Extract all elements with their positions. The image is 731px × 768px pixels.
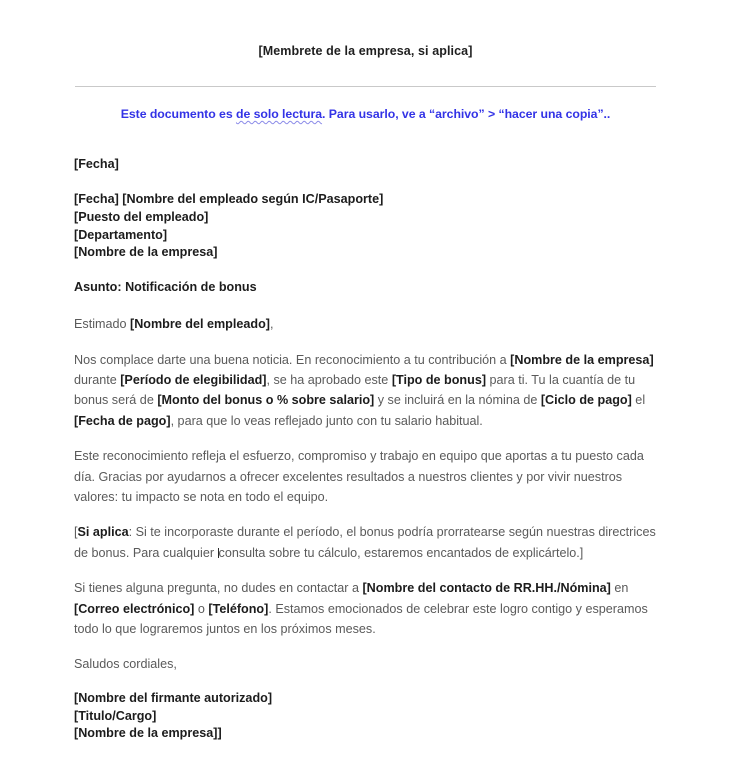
p4-segment-1: Si tienes alguna pregunta, no dudes en contactar a	[74, 581, 363, 596]
document-date: [Fecha]	[74, 156, 119, 171]
addressee-line-4: [Nombre de la empresa]	[74, 245, 218, 260]
salutation	[74, 314, 656, 334]
read-only-notice	[0, 107, 731, 123]
p1-bonus-type-placeholder: [Tipo de bonus]	[391, 373, 487, 388]
p1-bonus-amount-placeholder: [Monto del bonus o % sobre salario]	[157, 393, 375, 408]
p4-segment-4: . Estamos emocionados de celebrar este logro contigo y esperamos todo lo que lograremos juntos en los próximos meses.	[74, 601, 648, 636]
paragraph-recognition: Este reconocimiento refleja el esfuerzo, compromiso y trabajo en equipo que aportas a tu puesto cada día. Gracias por ayudarnos a ofrecer excelentes resultados a nuestros clientes y por vivir nuestros valores: tu impacto se nota en todo el equipo.	[74, 449, 644, 504]
paragraph-bonus-details	[74, 350, 656, 432]
letterhead-title: [Membrete de la empresa, si aplica]	[258, 44, 473, 58]
addressee-line-1: [Fecha] [Nombre del empleado según IC/Pasaporte]	[74, 191, 384, 206]
p4-email-placeholder: [Correo electrónico]	[74, 601, 195, 616]
p3-segment-1: : Si te incorporaste durante el período, el bonus podría prorratearse según nuestras directrices de bonus. Para cualquier	[74, 525, 656, 560]
p1-pay-date-placeholder: [Fecha de pago]	[74, 413, 171, 428]
notice-text-part2: . Para usarlo, ve a “archivo” > “hacer una copia”..	[322, 107, 611, 121]
signature-block	[74, 690, 656, 744]
p1-segment-6: el	[631, 393, 646, 408]
p1-segment-7: , para que lo veas reflejado junto con tu salario habitual.	[170, 413, 483, 428]
p3-if-applicable-label: Si aplica	[77, 525, 129, 540]
p4-hr-contact-placeholder: [Nombre del contacto de RR.HH./Nómina]	[362, 581, 611, 596]
notice-text-part1: Este documento es	[120, 107, 236, 121]
header-divider	[75, 86, 656, 87]
signatory-title: [Titulo/Cargo]	[74, 708, 157, 723]
p4-phone-placeholder: [Teléfono]	[208, 601, 269, 616]
p4-segment-3: o	[194, 601, 209, 616]
signatory-name: [Nombre del firmante autorizado]	[74, 690, 273, 705]
document-body	[0, 156, 731, 743]
p1-segment-2: durante	[74, 373, 121, 388]
salutation-employee-placeholder: [Nombre del empleado]	[130, 317, 270, 332]
p4-segment-2: en	[610, 581, 629, 596]
p1-segment-1: Nos complace darte una buena noticia. En reconocimiento a tu contribución a	[74, 352, 511, 367]
salutation-comma: ,	[269, 317, 274, 332]
signatory-company: [Nombre de la empresa]]	[74, 726, 222, 741]
p1-segment-3: , se ha aprobado este	[266, 373, 392, 388]
p3-open-bracket: [	[74, 525, 78, 540]
p1-segment-5: y se incluirá en la nómina de	[374, 393, 541, 408]
addressee-block	[74, 191, 656, 263]
addressee-line-3: [Departamento]	[74, 227, 168, 242]
salutation-greeting: Estimado	[74, 317, 130, 332]
p1-segment-4: para ti. Tu la cuantía de tu bonus será de	[74, 373, 636, 408]
closing-salutation: Saludos cordiales,	[74, 657, 177, 672]
p1-pay-cycle-placeholder: [Ciclo de pago]	[540, 393, 632, 408]
subject-line: Asunto: Notificación de bonus	[74, 280, 257, 295]
p1-eligibility-period-placeholder: [Período de elegibilidad]	[120, 373, 267, 388]
p3-segment-2: consulta sobre tu cálculo, estaremos encantados de explicártelo.]	[218, 545, 584, 560]
paragraph-proration-note	[74, 522, 656, 563]
paragraph-contact	[74, 578, 656, 639]
notice-spellchecked-phrase: de solo lectura	[235, 107, 323, 121]
p1-company-placeholder: [Nombre de la empresa]	[510, 352, 654, 367]
addressee-line-2: [Puesto del empleado]	[74, 209, 209, 224]
header-divider-container	[0, 86, 731, 87]
